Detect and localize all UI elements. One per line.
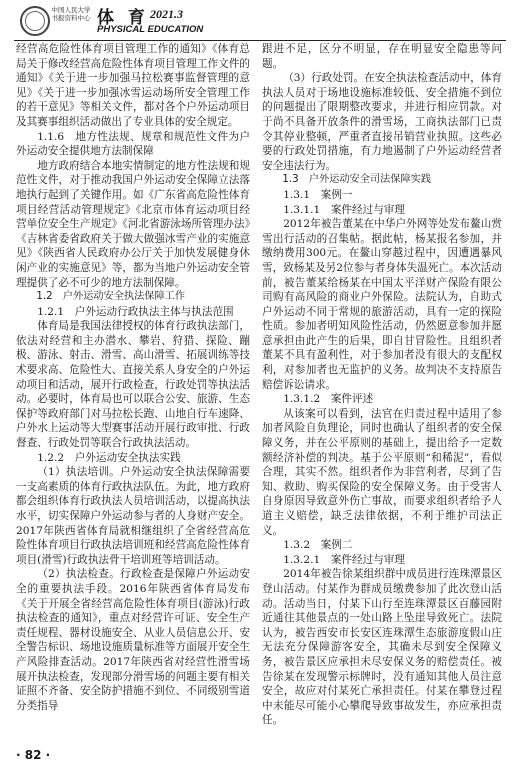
paragraph: 地方政府结合本地实情制定的地方性法规和规范性文件，对于推动我国户外运动安全保障立法落地执行起到了关键作用。如《广东省高危险性体育项目经营活动管理规定》《北京市体育运动项目经营单位安全生产规定》《河北省游泳场所管理办法》《吉林省委省政府关于做大做强冰雪产业的实施意见》《陕西省人民政府办公厅关于加快发展健身休闲产业的实施意见》等，都为当地户外运动安全管理提供了必不可少的地方法制保障。 <box>16 159 250 289</box>
paragraph: 跟进不足，区分不明显，存在明显安全隐患等问题。 <box>262 43 502 70</box>
paragraph: 1.1.6 地方性法规、规章和规范性文件为户外运动安全提供地方法制保障 <box>16 130 250 158</box>
paragraph: 2012年被告董某在中华户外网等处发布鳌山赏雪出行活动的召集帖。据此帖，杨某报名参加，并缴纳费用300元。在鳌山穿越过程中，因遭遇暴风雪，致杨某及另2位参与者身体失温死亡。本次活动前，被告董某给杨某在中国太平洋财产保险有限公司购有高风险的商业户外保险。法院认为，自助式户外运动不同于常规的旅游活动，具有一定的探险性质。参加者明知风险性活动，仍然愿意参加并愿意承担由此产生的后果，即自甘冒险性。且组织者董某不具有盈利性，对于参加者没有很大的支配权利，对参加者也无监护的义务。故判决不支持原告赔偿诉讼请求。 <box>262 218 502 391</box>
paragraph: 1.2.2 户外运动安全执法实践 <box>37 451 181 464</box>
paragraph: 1.3.2.1 案件经过与审理 <box>283 553 405 566</box>
header-divider <box>14 40 506 41</box>
page-header <box>0 0 520 42</box>
right-column <box>262 42 502 728</box>
journal-english-title: PHYSICAL EDUCATION <box>97 24 204 35</box>
left-column <box>16 42 250 713</box>
paragraph: 从该案可以看到，法官在归责过程中适用了参加者风险自负理论，同时也确认了组织者的安全保障义务，并在公平原则的基础上，提出给予一定数额经济补偿的判决。基于公平原则“和稀泥”，看似合理，其实不然。组织者作为非营利者，尽到了告知、救助、购买保险的安全保障义务。由于受害人自身原因导致意外伤亡事故，而要求组织者给予人道主义赔偿，缺乏法律依据，不利于维护司法正义。 <box>262 407 502 537</box>
paragraph: 2014年被告徐某组织群中成员进行连珠潭景区登山活动。付某作为群成员缴费参加了此次登山活动。活动当日，付某下山行至连珠潭景区百藤园附近通往其他景点的一处山路上坠崖导致死亡。法院认为，被告西安市长安区连珠潭生态旅游度假山庄无法充分保障游客安全，其确未尽到安全保障义务，被告景区应承担未尽安保义务的赔偿责任。被告徐某在发现警示标牌时，没有通知其他人员注意安全，故应对付某死亡承担责任。付某在攀登过程中未能尽可能小心攀爬导致事故发生，亦应承担责任。 <box>262 568 502 727</box>
paragraph: 经营高危险性体育项目管理工作的通知》《体育总局关于修改经营高危险性体育项目管理工作文件的通知》《关于进一步加强马拉松赛事监督管理的意见》《关于进一步加强冰雪运动场所安全管理工作的若干意见》等相关文件，都对各个户外运动项目及其赛事组织活动做出了专业具体的安全规定。 <box>16 43 250 128</box>
logo-caption: 中国人民大学书报资料中心 <box>51 6 91 22</box>
paragraph: 1.3.2 案例二 <box>283 539 353 552</box>
paragraph: （2）执法检查。行政检查是保障户外运动安全的重要执法手段。2016年陕西省体育局发布《关于开展全省经营高危险性体育项目(游泳)行政执法检查的通知》，重点对经营许可证、安全生产责任规程、器材设施安全、从业人员信息公开、安全警告标识、场地设施质量标准等方面展开安全生产风险排查活动。2017年陕西省对经营性滑雪场展开执法检查，发现部分滑雪场的问题主要有相关证照不齐备、安全防护措施不到位、不同级别雪道分类指导 <box>16 568 250 712</box>
paragraph: （3）行政处罚。在安全执法检查活动中，体育执法人员对于场地设施标准较低、安全措施不到位的问题提出了限期整改要求，并进行相应罚款。对于尚不具备开放条件的滑雪场，工商执法部门已责令其停业整顿，严重者直接吊销营业执照。这些必要的行政处罚措施，有力地遏制了户外运动经营者安全违法行为。 <box>262 72 502 172</box>
paragraph: 1.3.1.1 案件经过与审理 <box>283 203 405 216</box>
paragraph: 体育局是我国法律授权的体育行政执法部门，依法对经营和主办潜水、攀岩、狩猎、探险、蹦极、游泳、射击、滑雪、高山滑雪、拓展训练等技术要求高、危险性大、直接关系人身安全的户外运动项目和活动，展开行政检查，行政处罚等执法活动。必要时，体育局也可以联合公安、旅游、生态保护等政府部门对马拉松长跑、山地自行车速降、户外水上运动等大型赛事活动开展行政审批、行政督查、行政处罚等联合行政执法活动。 <box>16 320 250 450</box>
page-number: · 82 · <box>16 748 51 762</box>
journal-title: 体 育 <box>97 8 149 28</box>
journal-logo-icon <box>20 6 50 36</box>
paragraph: 1.3.1.2 案件评述 <box>283 393 374 406</box>
paragraph: 1.2 户外运动安全执法保障工作 <box>36 291 186 303</box>
paragraph: （1）执法培训。户外运动安全执法保障需要一支高素质的体育行政执法队伍。为此，地方政府都会组织体育行政执法人员培训活动，以提高执法水平，切实保障户外运动参与者的人身财产安全。2017年陕西省体育局就相继组织了全省经营高危险性体育项目行政执法培训班和经营高危险性体育项目(滑雪)行政执法骨干培训班等培训活动。 <box>16 466 250 566</box>
issue-number: 2021.3 <box>150 7 183 21</box>
paragraph: 1.3 户外运动安全司法保障实践 <box>282 174 432 186</box>
paragraph: 1.2.1 户外运动行政执法主体与执法范围 <box>37 305 234 318</box>
paragraph: 1.3.1 案例一 <box>283 188 353 201</box>
